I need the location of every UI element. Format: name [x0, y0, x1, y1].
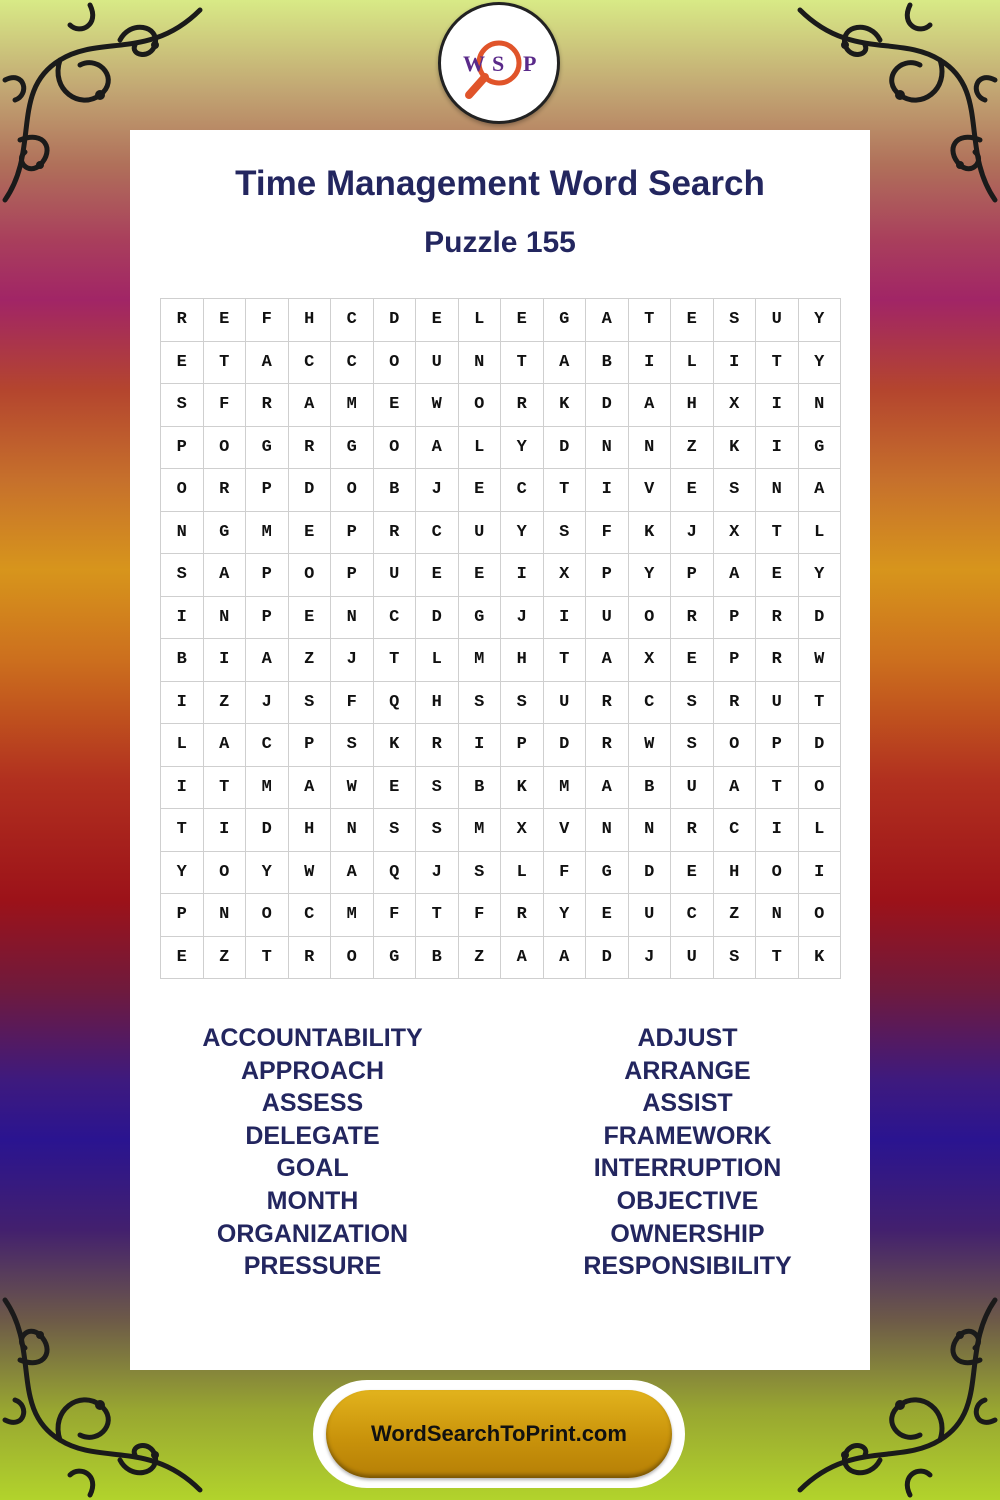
grid-cell[interactable]: F — [331, 682, 374, 725]
grid-cell[interactable]: T — [204, 342, 247, 385]
grid-cell[interactable]: X — [544, 554, 587, 597]
grid-cell[interactable]: P — [714, 597, 757, 640]
grid-cell[interactable]: P — [756, 724, 799, 767]
word-list-item: OBJECTIVE — [616, 1186, 759, 1215]
logo-letter-s: S — [492, 51, 505, 76]
grid-cell[interactable]: I — [756, 427, 799, 470]
grid-cell[interactable]: A — [246, 639, 289, 682]
grid-cell[interactable]: O — [161, 469, 204, 512]
grid-cell[interactable]: H — [501, 639, 544, 682]
grid-cell[interactable]: O — [459, 384, 502, 427]
grid-cell[interactable]: P — [586, 554, 629, 597]
grid-cell[interactable]: O — [289, 554, 332, 597]
grid-cell[interactable]: N — [204, 597, 247, 640]
grid-cell[interactable]: Y — [799, 342, 842, 385]
grid-cell[interactable]: N — [756, 469, 799, 512]
grid-cell[interactable]: F — [586, 512, 629, 555]
grid-cell[interactable]: C — [416, 512, 459, 555]
grid-cell[interactable]: E — [374, 384, 417, 427]
grid-cell[interactable]: Q — [374, 852, 417, 895]
grid-cell[interactable]: L — [459, 427, 502, 470]
grid-cell[interactable]: E — [671, 299, 714, 342]
grid-cell[interactable]: Y — [544, 894, 587, 937]
grid-cell[interactable]: F — [544, 852, 587, 895]
grid-cell[interactable]: H — [714, 852, 757, 895]
grid-cell[interactable]: X — [501, 809, 544, 852]
grid-cell[interactable]: R — [756, 597, 799, 640]
grid-cell[interactable]: R — [586, 682, 629, 725]
grid-cell[interactable]: D — [544, 427, 587, 470]
word-list-item: MONTH — [266, 1186, 359, 1215]
grid-cell[interactable]: R — [501, 384, 544, 427]
grid-cell[interactable]: O — [799, 767, 842, 810]
grid-cell[interactable]: A — [246, 342, 289, 385]
grid-cell[interactable]: Z — [459, 937, 502, 980]
grid-cell[interactable]: E — [671, 469, 714, 512]
grid-cell[interactable]: U — [416, 342, 459, 385]
grid-cell[interactable]: N — [331, 597, 374, 640]
grid-cell[interactable]: F — [459, 894, 502, 937]
grid-cell[interactable]: U — [671, 767, 714, 810]
grid-cell[interactable]: J — [671, 512, 714, 555]
grid-cell[interactable]: E — [501, 299, 544, 342]
grid-cell[interactable]: G — [246, 427, 289, 470]
grid-cell[interactable]: K — [501, 767, 544, 810]
grid-cell[interactable]: I — [161, 767, 204, 810]
grid-cell[interactable]: E — [671, 852, 714, 895]
grid-cell[interactable]: L — [671, 342, 714, 385]
grid-cell[interactable]: I — [799, 852, 842, 895]
grid-cell[interactable]: E — [459, 469, 502, 512]
grid-cell[interactable]: G — [586, 852, 629, 895]
grid-cell[interactable]: E — [374, 767, 417, 810]
grid-cell[interactable]: R — [246, 384, 289, 427]
grid-cell[interactable]: P — [331, 554, 374, 597]
grid-cell[interactable]: D — [544, 724, 587, 767]
grid-cell[interactable]: L — [161, 724, 204, 767]
grid-cell[interactable]: B — [161, 639, 204, 682]
grid-cell[interactable]: A — [586, 639, 629, 682]
grid-cell[interactable]: I — [714, 342, 757, 385]
grid-cell[interactable]: R — [161, 299, 204, 342]
grid-cell[interactable]: G — [799, 427, 842, 470]
grid-cell[interactable]: P — [671, 554, 714, 597]
grid-cell[interactable]: M — [246, 512, 289, 555]
grid-cell[interactable]: T — [544, 469, 587, 512]
grid-cell[interactable]: S — [459, 682, 502, 725]
grid-cell[interactable]: W — [289, 852, 332, 895]
grid-cell[interactable]: Y — [629, 554, 672, 597]
grid-cell[interactable]: A — [501, 937, 544, 980]
word-list-item: RESPONSIBILITY — [583, 1252, 792, 1281]
grid-cell[interactable]: P — [161, 427, 204, 470]
word-list-item: ARRANGE — [624, 1056, 751, 1085]
grid-cell[interactable]: S — [501, 682, 544, 725]
grid-cell[interactable]: L — [416, 639, 459, 682]
grid-cell[interactable]: P — [289, 724, 332, 767]
grid-cell[interactable]: V — [629, 469, 672, 512]
grid-cell[interactable]: K — [714, 427, 757, 470]
grid-cell[interactable]: A — [714, 554, 757, 597]
grid-cell[interactable]: X — [714, 512, 757, 555]
grid-cell[interactable]: S — [544, 512, 587, 555]
grid-cell[interactable]: W — [416, 384, 459, 427]
grid-cell[interactable]: E — [459, 554, 502, 597]
grid-cell[interactable]: P — [246, 469, 289, 512]
grid-cell[interactable]: I — [756, 384, 799, 427]
grid-cell[interactable]: L — [799, 512, 842, 555]
grid-cell[interactable]: T — [756, 342, 799, 385]
grid-cell[interactable]: E — [671, 639, 714, 682]
logo-letter-w: W — [463, 51, 485, 76]
grid-cell[interactable]: X — [629, 639, 672, 682]
word-list-item: DELEGATE — [245, 1121, 380, 1150]
grid-cell[interactable]: A — [289, 384, 332, 427]
grid-cell[interactable]: U — [586, 597, 629, 640]
grid-cell[interactable]: S — [714, 937, 757, 980]
grid-cell[interactable]: O — [756, 852, 799, 895]
grid-cell[interactable]: B — [416, 937, 459, 980]
grid-cell[interactable]: J — [501, 597, 544, 640]
grid-cell[interactable]: E — [289, 597, 332, 640]
grid-cell[interactable]: L — [799, 809, 842, 852]
grid-cell[interactable]: N — [204, 894, 247, 937]
grid-cell[interactable]: O — [714, 724, 757, 767]
grid-cell[interactable]: S — [714, 299, 757, 342]
grid-cell[interactable]: G — [374, 937, 417, 980]
grid-cell[interactable]: C — [289, 342, 332, 385]
grid-cell[interactable]: R — [756, 639, 799, 682]
grid-cell[interactable]: T — [756, 767, 799, 810]
grid-cell[interactable]: O — [374, 427, 417, 470]
grid-cell[interactable]: C — [501, 469, 544, 512]
grid-cell[interactable]: R — [374, 512, 417, 555]
grid-cell[interactable]: S — [331, 724, 374, 767]
grid-cell[interactable]: R — [416, 724, 459, 767]
grid-cell[interactable]: J — [246, 682, 289, 725]
grid-cell[interactable]: M — [544, 767, 587, 810]
grid-cell[interactable]: O — [799, 894, 842, 937]
grid-cell[interactable]: R — [289, 427, 332, 470]
grid-cell[interactable]: A — [799, 469, 842, 512]
grid-cell[interactable]: M — [331, 384, 374, 427]
grid-cell[interactable]: E — [756, 554, 799, 597]
grid-cell[interactable]: B — [459, 767, 502, 810]
word-list-left — [130, 1022, 495, 1283]
grid-cell[interactable]: Q — [374, 682, 417, 725]
grid-cell[interactable]: E — [161, 937, 204, 980]
grid-cell[interactable]: T — [161, 809, 204, 852]
grid-cell[interactable]: R — [204, 469, 247, 512]
grid-cell[interactable]: U — [756, 682, 799, 725]
grid-cell[interactable]: E — [161, 342, 204, 385]
grid-cell[interactable]: I — [586, 469, 629, 512]
grid-cell[interactable]: U — [756, 299, 799, 342]
grid-cell[interactable]: K — [374, 724, 417, 767]
grid-cell[interactable]: T — [756, 512, 799, 555]
grid-cell[interactable]: M — [246, 767, 289, 810]
grid-cell[interactable]: O — [374, 342, 417, 385]
grid-cell[interactable]: B — [629, 767, 672, 810]
grid-cell[interactable]: D — [374, 299, 417, 342]
word-list-item: ADJUST — [637, 1024, 738, 1052]
grid-cell[interactable]: T — [756, 937, 799, 980]
grid-cell[interactable]: S — [416, 809, 459, 852]
grid-cell[interactable]: D — [799, 724, 842, 767]
grid-cell[interactable]: N — [459, 342, 502, 385]
grid-cell[interactable]: S — [161, 384, 204, 427]
grid-cell[interactable]: M — [459, 809, 502, 852]
grid-cell[interactable]: T — [629, 299, 672, 342]
grid-cell[interactable]: Z — [714, 894, 757, 937]
grid-cell[interactable]: T — [544, 639, 587, 682]
grid-cell[interactable]: L — [459, 299, 502, 342]
grid-cell[interactable]: C — [289, 894, 332, 937]
grid-cell[interactable]: B — [586, 342, 629, 385]
grid-cell[interactable]: W — [799, 639, 842, 682]
grid-cell[interactable]: C — [246, 724, 289, 767]
grid-cell[interactable]: N — [629, 809, 672, 852]
word-list-right — [500, 1022, 875, 1283]
grid-cell[interactable]: K — [799, 937, 842, 980]
grid-cell[interactable]: T — [501, 342, 544, 385]
grid-cell[interactable]: U — [629, 894, 672, 937]
grid-cell[interactable]: A — [416, 427, 459, 470]
grid-cell[interactable]: R — [671, 597, 714, 640]
grid-cell[interactable]: S — [416, 767, 459, 810]
grid-cell[interactable]: I — [459, 724, 502, 767]
grid-cell[interactable]: G — [459, 597, 502, 640]
grid-cell[interactable]: U — [374, 554, 417, 597]
grid-cell[interactable]: A — [331, 852, 374, 895]
word-list-item: GOAL — [276, 1154, 349, 1183]
puzzle-number: Puzzle 155 — [424, 226, 576, 259]
grid-cell[interactable]: B — [374, 469, 417, 512]
grid-cell[interactable]: F — [204, 384, 247, 427]
grid-cell[interactable]: T — [246, 937, 289, 980]
grid-cell[interactable]: T — [374, 639, 417, 682]
grid-cell[interactable]: A — [544, 342, 587, 385]
grid-cell[interactable]: M — [459, 639, 502, 682]
puzzle-card — [130, 130, 870, 1370]
grid-cell[interactable]: I — [204, 639, 247, 682]
grid-cell[interactable]: Y — [799, 299, 842, 342]
word-list-item: INTERRUPTION — [593, 1154, 782, 1183]
word-list-item: APPROACH — [240, 1056, 385, 1085]
grid-cell[interactable]: N — [629, 427, 672, 470]
wsp-logo[interactable] — [438, 2, 560, 124]
letter-grid — [160, 298, 841, 979]
grid-cell[interactable]: Y — [501, 427, 544, 470]
word-list-item: ASSIST — [642, 1089, 733, 1118]
grid-cell[interactable]: W — [629, 724, 672, 767]
grid-cell[interactable]: H — [671, 384, 714, 427]
grid-cell[interactable]: A — [544, 937, 587, 980]
grid-cell[interactable]: U — [459, 512, 502, 555]
grid-cell[interactable]: P — [246, 597, 289, 640]
grid-cell[interactable]: O — [331, 469, 374, 512]
grid-cell[interactable]: G — [331, 427, 374, 470]
grid-cell[interactable]: C — [374, 597, 417, 640]
grid-cell[interactable]: C — [714, 809, 757, 852]
grid-cell[interactable]: Y — [161, 852, 204, 895]
logo-letter-p: P — [523, 51, 537, 76]
grid-cell[interactable]: D — [586, 937, 629, 980]
grid-cell[interactable]: R — [501, 894, 544, 937]
grid-cell[interactable]: P — [501, 724, 544, 767]
grid-cell[interactable]: N — [586, 809, 629, 852]
grid-cell[interactable]: F — [374, 894, 417, 937]
grid-cell[interactable]: J — [416, 469, 459, 512]
grid-cell[interactable]: J — [331, 639, 374, 682]
grid-cell[interactable]: U — [671, 937, 714, 980]
grid-cell[interactable]: E — [416, 554, 459, 597]
grid-cell[interactable]: S — [714, 469, 757, 512]
grid-cell[interactable]: N — [586, 427, 629, 470]
grid-cell[interactable]: A — [629, 384, 672, 427]
grid-cell[interactable]: T — [416, 894, 459, 937]
grid-cell[interactable]: P — [714, 639, 757, 682]
grid-cell[interactable]: E — [289, 512, 332, 555]
grid-cell[interactable]: R — [714, 682, 757, 725]
grid-cell[interactable]: L — [501, 852, 544, 895]
grid-cell[interactable]: E — [586, 894, 629, 937]
grid-cell[interactable]: Z — [289, 639, 332, 682]
grid-cell[interactable]: D — [289, 469, 332, 512]
grid-cell[interactable]: A — [204, 724, 247, 767]
grid-cell[interactable]: O — [629, 597, 672, 640]
grid-cell[interactable]: G — [204, 512, 247, 555]
grid-cell[interactable]: C — [331, 342, 374, 385]
grid-cell[interactable]: I — [544, 597, 587, 640]
grid-cell[interactable]: R — [671, 809, 714, 852]
grid-cell[interactable]: A — [586, 299, 629, 342]
grid-cell[interactable]: M — [331, 894, 374, 937]
website-link[interactable]: WordSearchToPrint.com — [326, 1390, 672, 1478]
grid-cell[interactable]: D — [586, 384, 629, 427]
grid-cell[interactable]: K — [629, 512, 672, 555]
grid-cell[interactable]: G — [544, 299, 587, 342]
grid-cell[interactable]: P — [246, 554, 289, 597]
grid-cell[interactable]: W — [331, 767, 374, 810]
grid-cell[interactable]: I — [161, 682, 204, 725]
grid-cell[interactable]: N — [799, 384, 842, 427]
grid-cell[interactable]: P — [161, 894, 204, 937]
grid-cell[interactable]: K — [544, 384, 587, 427]
grid-cell[interactable]: Y — [246, 852, 289, 895]
grid-cell[interactable]: O — [331, 937, 374, 980]
grid-cell[interactable]: D — [246, 809, 289, 852]
grid-cell[interactable]: N — [756, 894, 799, 937]
grid-cell[interactable]: O — [204, 852, 247, 895]
grid-cell[interactable]: A — [586, 767, 629, 810]
grid-cell[interactable]: I — [161, 597, 204, 640]
grid-cell[interactable]: F — [246, 299, 289, 342]
grid-cell[interactable]: U — [544, 682, 587, 725]
word-list-item: OWNERSHIP — [610, 1219, 765, 1248]
grid-cell[interactable]: J — [629, 937, 672, 980]
grid-cell[interactable]: A — [714, 767, 757, 810]
grid-cell[interactable]: O — [246, 894, 289, 937]
grid-cell[interactable]: H — [416, 682, 459, 725]
page-title: Time Management Word Search — [235, 164, 765, 203]
grid-cell[interactable]: R — [586, 724, 629, 767]
grid-cell[interactable]: S — [459, 852, 502, 895]
grid-cell[interactable]: Z — [204, 682, 247, 725]
grid-cell[interactable]: C — [331, 299, 374, 342]
grid-cell[interactable]: I — [204, 809, 247, 852]
grid-cell[interactable]: J — [416, 852, 459, 895]
word-list-item: ORGANIZATION — [216, 1219, 409, 1248]
grid-cell[interactable]: S — [671, 724, 714, 767]
grid-cell[interactable]: C — [629, 682, 672, 725]
grid-cell[interactable]: H — [289, 809, 332, 852]
grid-cell[interactable]: V — [544, 809, 587, 852]
grid-cell[interactable]: S — [289, 682, 332, 725]
grid-cell[interactable]: S — [161, 554, 204, 597]
grid-cell[interactable]: D — [799, 597, 842, 640]
grid-cell[interactable]: E — [204, 299, 247, 342]
grid-cell[interactable]: X — [714, 384, 757, 427]
grid-cell[interactable]: I — [756, 809, 799, 852]
word-list-item: FRAMEWORK — [603, 1121, 772, 1150]
grid-cell[interactable]: Y — [501, 512, 544, 555]
grid-cell[interactable]: S — [671, 682, 714, 725]
grid-cell[interactable]: I — [501, 554, 544, 597]
grid-cell[interactable]: E — [416, 299, 459, 342]
grid-cell[interactable]: H — [289, 299, 332, 342]
word-list-item: ASSESS — [261, 1089, 364, 1118]
grid-cell[interactable]: T — [204, 767, 247, 810]
grid-cell[interactable]: Z — [204, 937, 247, 980]
grid-cell[interactable]: T — [799, 682, 842, 725]
grid-cell[interactable]: Y — [799, 554, 842, 597]
grid-cell[interactable]: Z — [671, 427, 714, 470]
grid-cell[interactable]: D — [629, 852, 672, 895]
grid-cell[interactable]: P — [331, 512, 374, 555]
word-list-item: ACCOUNTABILITY — [202, 1024, 423, 1052]
grid-cell[interactable]: A — [289, 767, 332, 810]
grid-cell[interactable]: C — [671, 894, 714, 937]
grid-cell[interactable]: O — [204, 427, 247, 470]
grid-cell[interactable]: N — [161, 512, 204, 555]
grid-cell[interactable]: R — [289, 937, 332, 980]
grid-cell[interactable]: I — [629, 342, 672, 385]
grid-cell[interactable]: N — [331, 809, 374, 852]
grid-cell[interactable]: D — [416, 597, 459, 640]
word-list-item: PRESSURE — [243, 1252, 382, 1281]
grid-cell[interactable]: S — [374, 809, 417, 852]
grid-cell[interactable]: A — [204, 554, 247, 597]
